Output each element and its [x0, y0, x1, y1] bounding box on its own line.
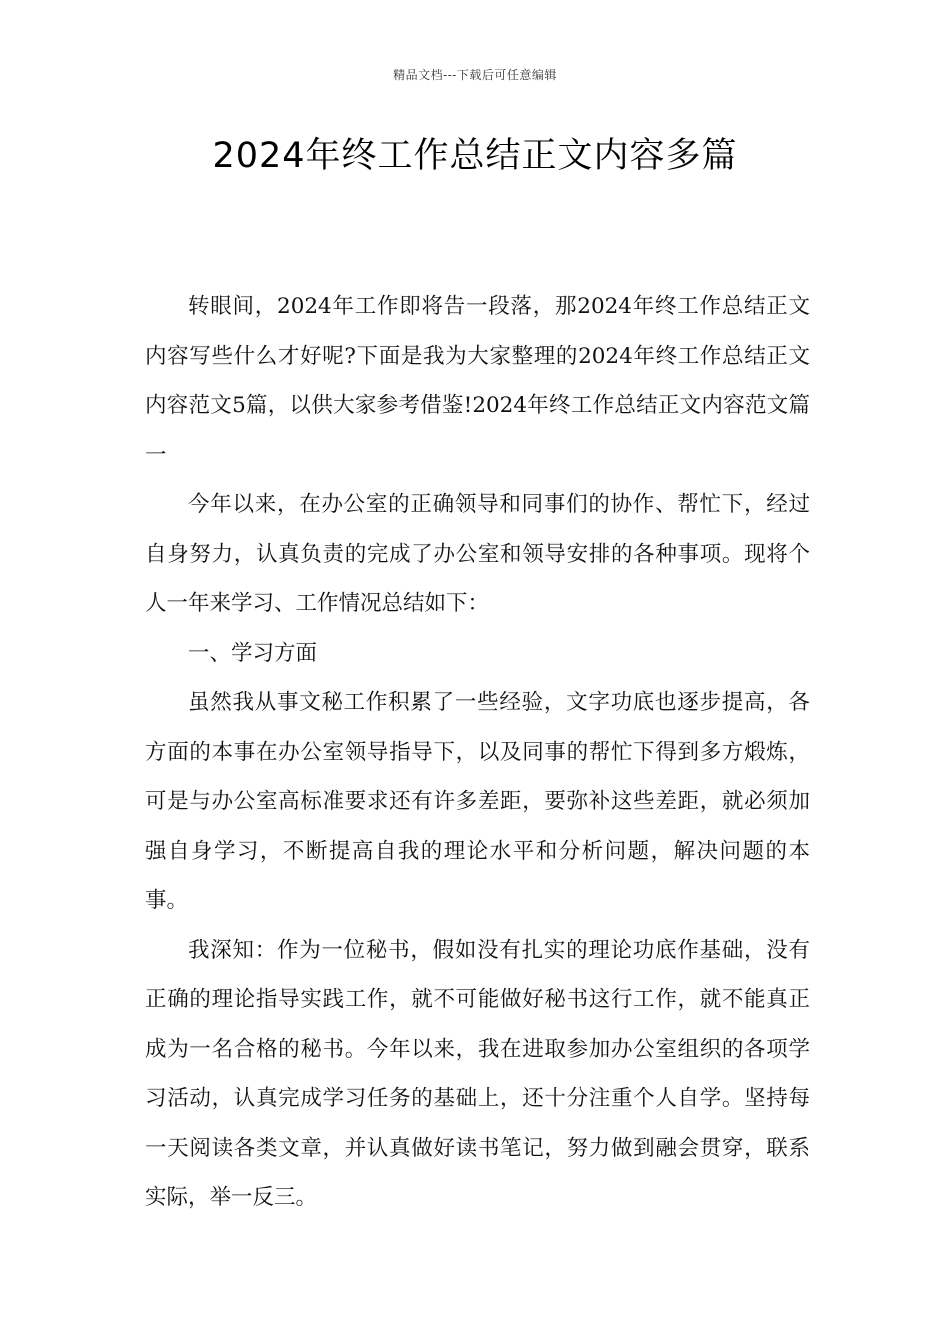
body-paragraph: 我深知：作为一位秘书，假如没有扎实的理论功底作基础，没有正确的理论指导实践工作，就不可能做好秘书这行工作，就不能真正成为一名合格的秘书。今年以来，我在进取参加办公室组织的各项学习活动，认真完成学习任务的基础上，还十分注重个人自学。坚持每一天阅读各类文章，并认真做好读书笔记，努力做到融会贯穿，联系实际，举一反三。	[145, 937, 810, 1210]
intro-paragraph: 转眼间，2024年工作即将告一段落，那2024年终工作总结正文内容写些什么才好呢?下面是我为大家整理的2024年终工作总结正文内容范文5篇，以供大家参考借鉴!2024年终工作总结正文内容范文篇一	[145, 294, 810, 468]
document-title: 2024年终工作总结正文内容多篇	[212, 136, 738, 176]
body-paragraph: 虽然我从事文秘工作积累了一些经验，文字功底也逐步提高，各方面的本事在办公室领导指导下，以及同事的帮忙下得到多方煅炼，可是与办公室高标准要求还有许多差距，要弥补这些差距，就必须加强自身学习，不断提高自我的理论水平和分析问题，解决问题的本事。	[145, 690, 810, 913]
header-note: 精品文档---下载后可任意编辑	[393, 68, 557, 82]
document-body	[145, 282, 810, 1223]
section-heading: 一、学习方面	[188, 640, 318, 666]
body-paragraph: 今年以来，在办公室的正确领导和同事们的协作、帮忙下，经过自身努力，认真负责的完成了办公室和领导安排的各种事项。现将个人一年来学习、工作情况总结如下：	[145, 492, 810, 616]
